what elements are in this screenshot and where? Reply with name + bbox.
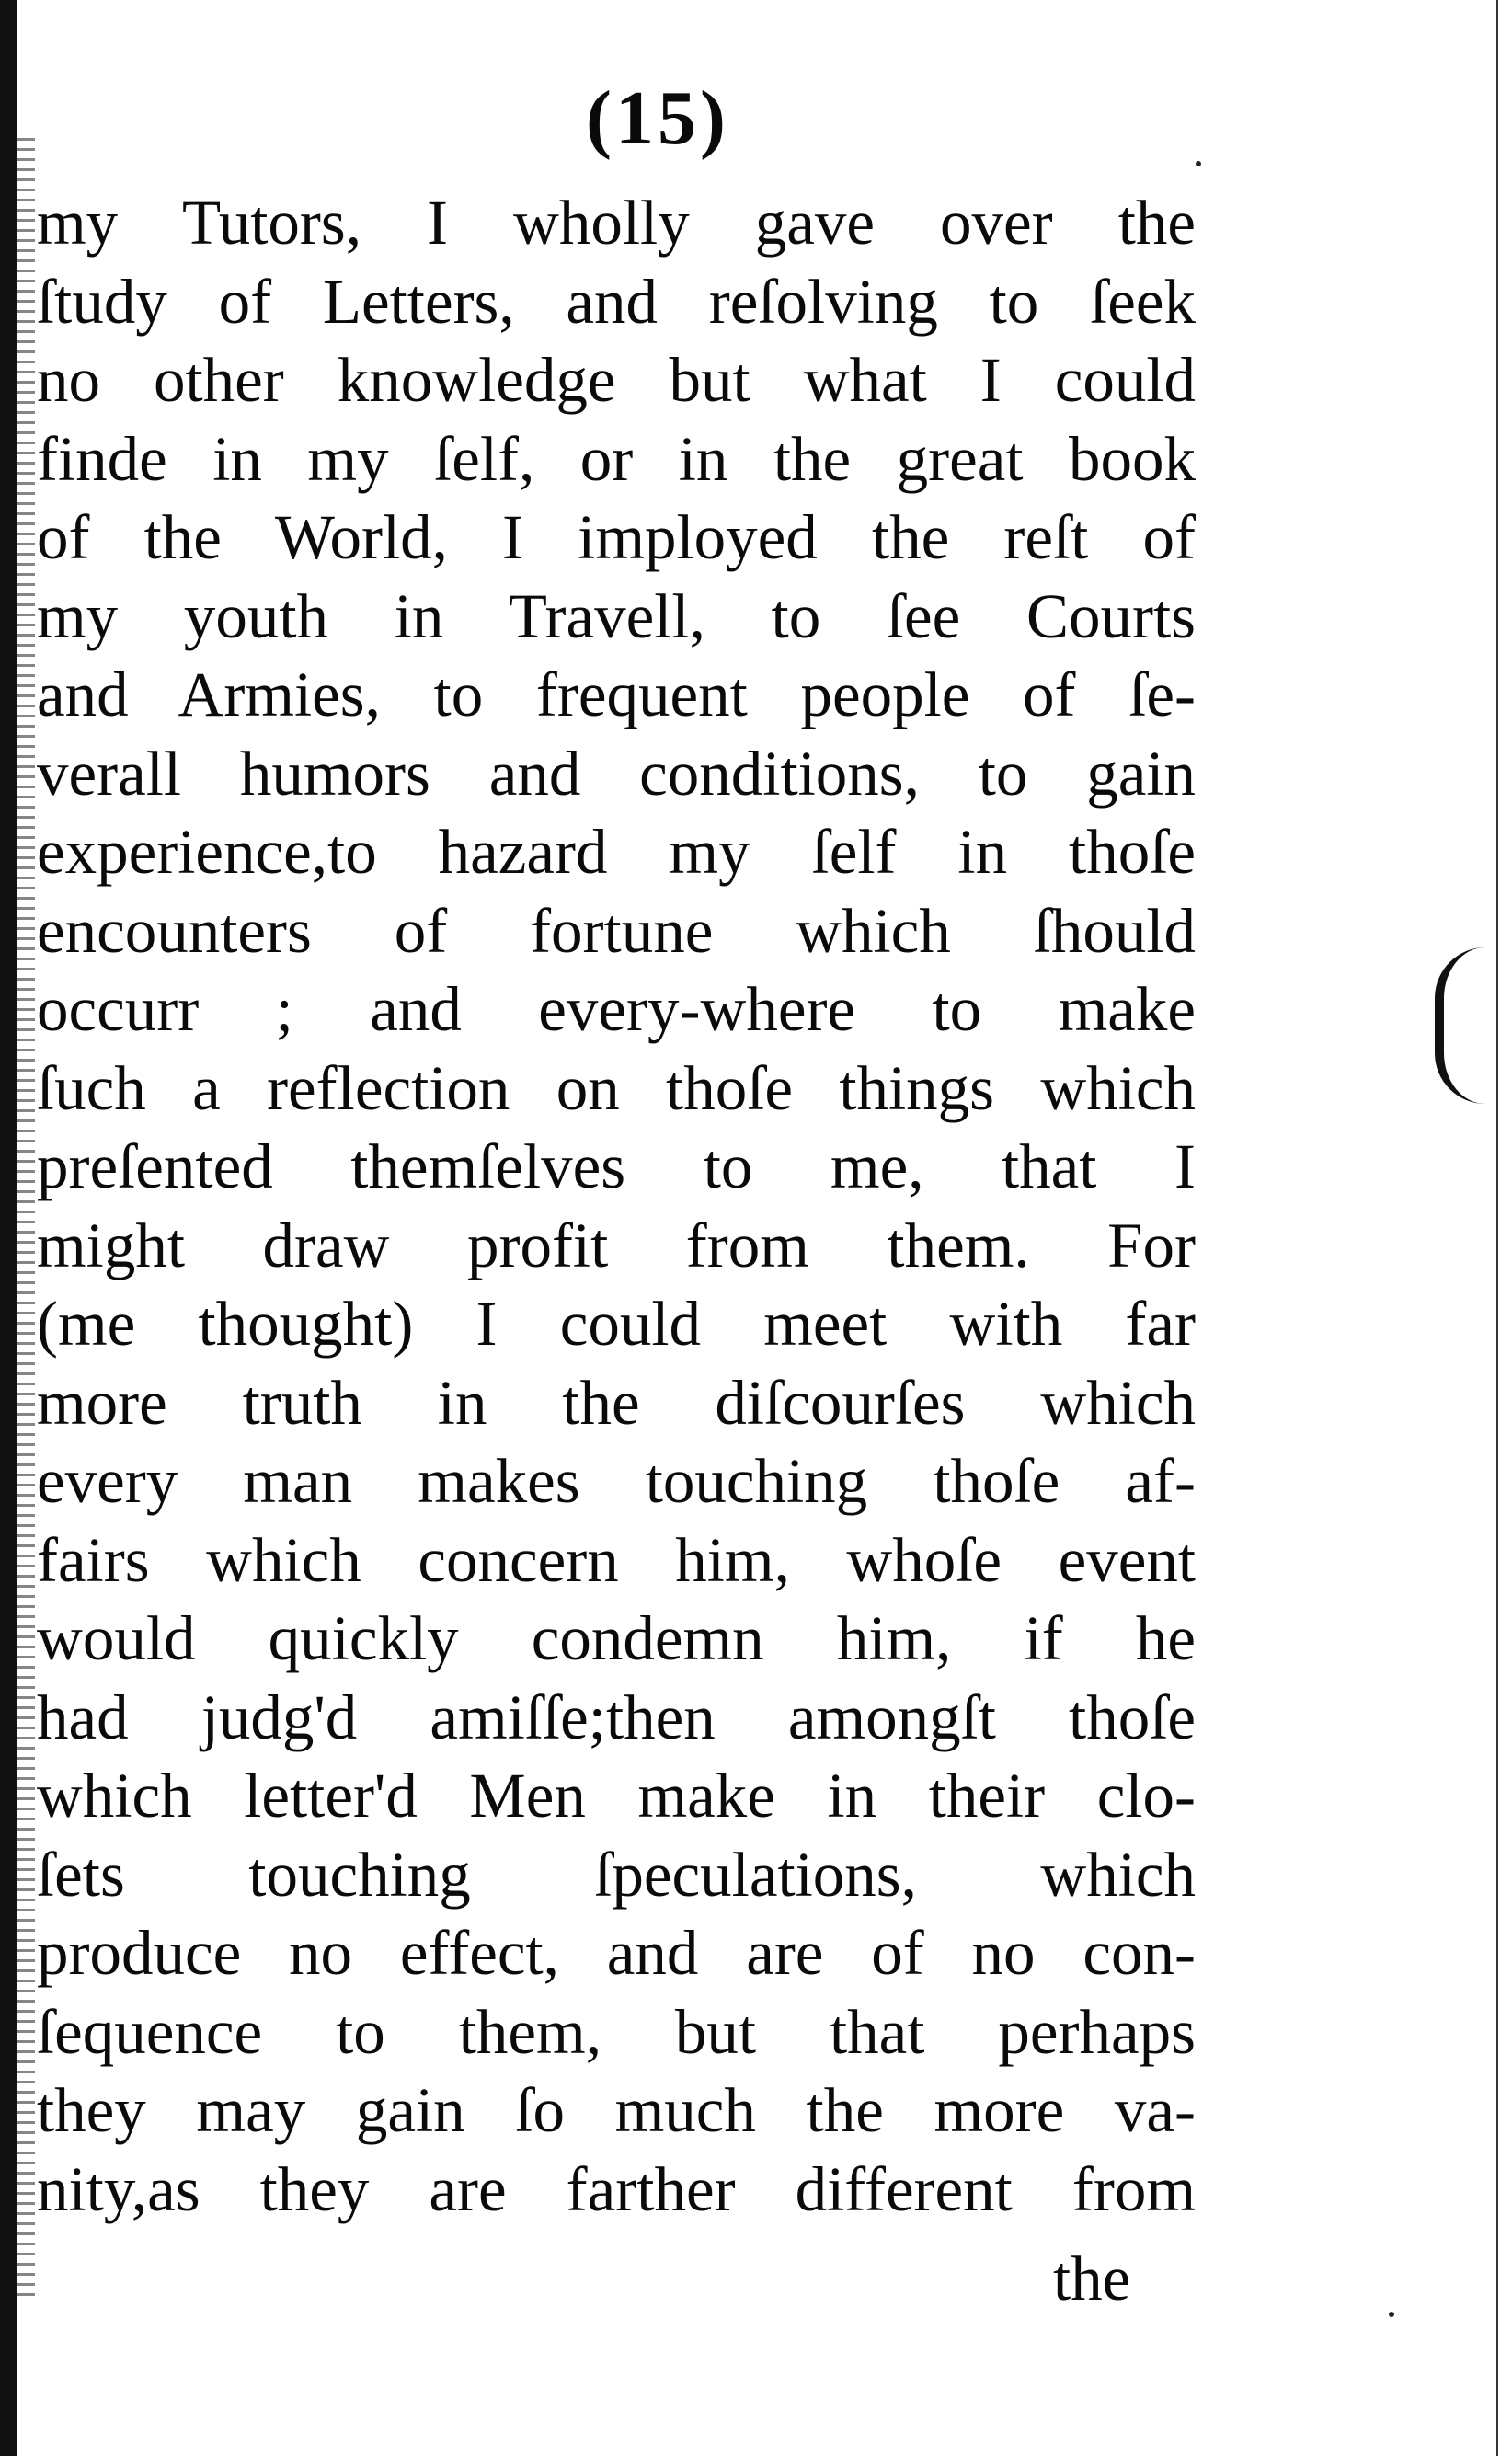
text-line: my youth in Travell, to ſee Courts xyxy=(37,580,1196,651)
gutter-speckle xyxy=(17,138,35,2300)
page-edge-rule xyxy=(1496,0,1498,2456)
text-line: encounters of fortune which ſhould xyxy=(37,895,1196,966)
text-line: my Tutors, I wholly gave over the xyxy=(37,188,1196,258)
text-line: occurr ; and every-where to make xyxy=(37,974,1196,1044)
text-line: no other knowledge but what I could xyxy=(37,345,1196,415)
page-edge-mark xyxy=(1435,947,1485,1104)
text-line: might draw profit from them. For xyxy=(37,1210,1196,1280)
text-line: would quickly condemn him, if he xyxy=(37,1603,1196,1673)
text-line: experience,to hazard my ſelf in thoſe xyxy=(37,817,1196,887)
text-line: ſets touching ſpeculations, which xyxy=(37,1839,1196,1910)
gutter-binding-shadow xyxy=(0,0,17,2456)
text-line: preſented themſelves to me, that I xyxy=(37,1131,1196,1201)
ink-speck xyxy=(1389,2312,1394,2317)
text-line: (me thought) I could meet with far xyxy=(37,1289,1196,1359)
text-line: had judg'd amiſſe;then amongſt thoſe xyxy=(37,1681,1196,1752)
text-line: more truth in the diſcourſes which xyxy=(37,1367,1196,1438)
text-line: and Armies, to frequent people of ſe- xyxy=(37,660,1196,729)
text-line: fairs which concern him, whoſe event xyxy=(37,1524,1196,1595)
text-line: of the World, I imployed the reſt of xyxy=(37,502,1196,572)
text-line: nity,as they are farther different from xyxy=(37,2153,1196,2224)
text-line: finde in my ſelf, or in the great book xyxy=(37,423,1196,494)
text-line: which letter'd Men make in their clo- xyxy=(37,1761,1196,1831)
text-line: produce no effect, and are of no con- xyxy=(37,1918,1196,1988)
text-line: ſequence to them, but that perhaps xyxy=(37,1996,1196,2067)
text-line: ſtudy of Letters, and reſolving to ſeek xyxy=(37,266,1196,337)
text-line: ſuch a reflection on thoſe things which xyxy=(37,1052,1196,1123)
text-line: they may gain ſo much the more va- xyxy=(37,2075,1196,2145)
page-number: (15) xyxy=(586,75,729,161)
catchword: the xyxy=(1053,2244,1131,2313)
body-text xyxy=(37,184,1196,2229)
text-line: verall humors and conditions, to gain xyxy=(37,738,1196,809)
text-line: every man makes touching thoſe af- xyxy=(37,1446,1196,1516)
